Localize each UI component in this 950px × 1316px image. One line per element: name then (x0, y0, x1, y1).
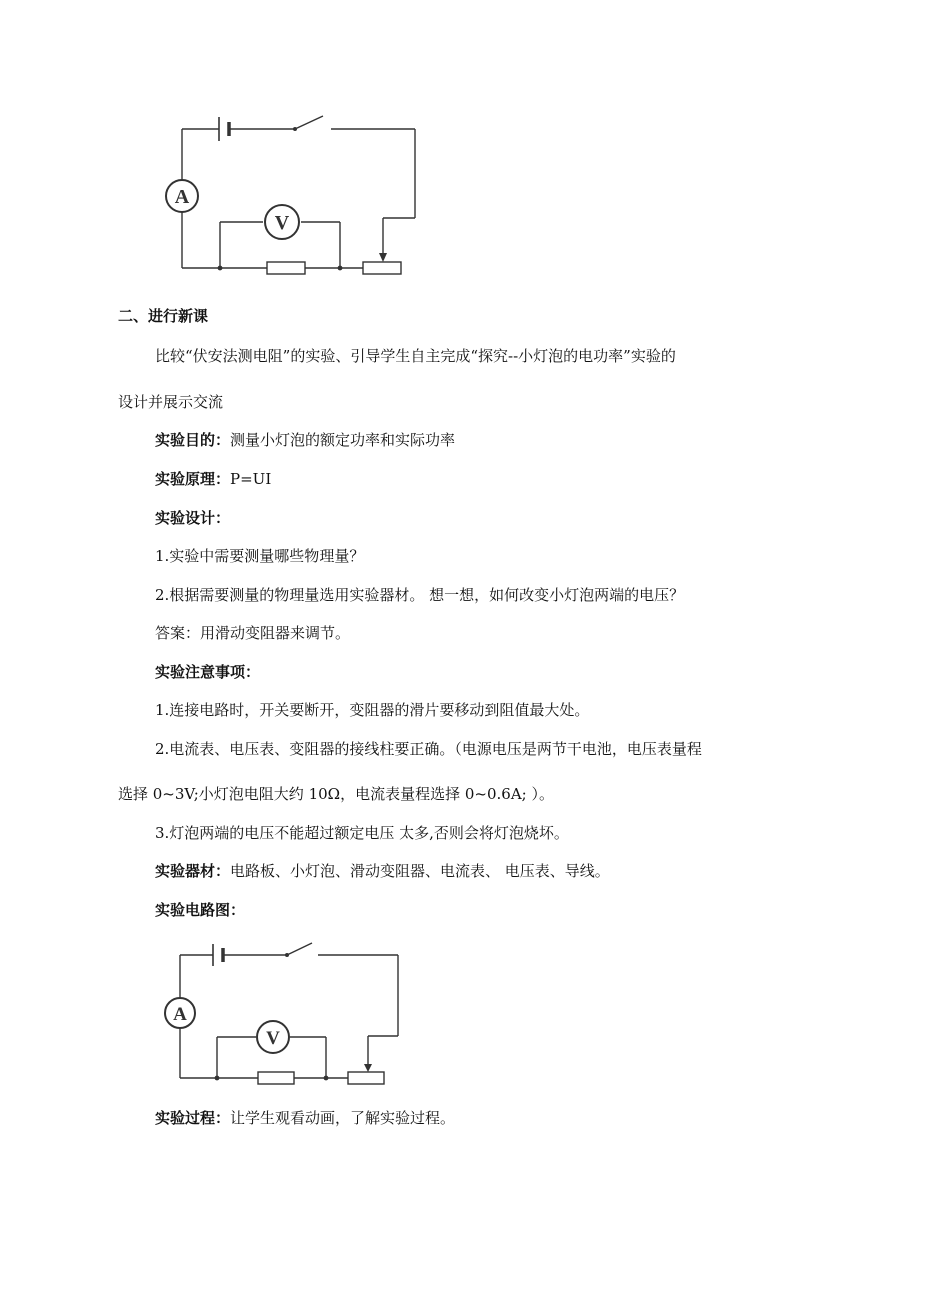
circuit-diagram-bottom-svg (155, 930, 405, 1090)
process-label: 实验过程： (155, 1109, 231, 1127)
purpose-text: 测量小灯泡的额定功率和实际功率 (230, 431, 456, 449)
design-label: 实验设计： (155, 509, 231, 527)
note-2-line-2: 选择 0~3V;小灯泡电阻大约 10Ω，电流表量程选择 0~0.6A; ）。 (118, 785, 554, 803)
equipment-line (155, 860, 610, 882)
circuit-diagram-top (155, 108, 425, 280)
diagram-heading: 实验电路图： (155, 901, 246, 919)
equipment-text: 电路板、小灯泡、滑动变阻器、电流表、 电压表、导线。 (230, 862, 610, 880)
note-1: 1.连接电路时，开关要断开，变阻器的滑片要移动到阻值最大处。 (155, 701, 590, 719)
purpose-line (155, 429, 455, 451)
principle-label: 实验原理： (155, 470, 231, 488)
principle-line (155, 468, 271, 490)
intro-line-2: 设计并展示交流 (118, 393, 224, 411)
voltmeter-label: V (266, 1028, 280, 1049)
ammeter-label: A (173, 1004, 187, 1025)
note-3: 3.灯泡两端的电压不能超过额定电压 太多,否则会将灯泡烧坏。 (155, 824, 569, 842)
voltmeter-label: V (274, 212, 290, 234)
circuit-diagram-bottom (155, 930, 405, 1090)
principle-text: P=UI (230, 470, 272, 488)
intro-line-1: 比较“伏安法测电阻”的实验、引导学生自主完成“探究--小灯泡的电功率”实验的 (155, 347, 676, 365)
section-heading: 二、进行新课 (118, 307, 209, 325)
ammeter-label: A (174, 186, 190, 208)
design-question-2: 2.根据需要测量的物理量选用实验器材。 想一想，如何改变小灯泡两端的电压？ (155, 586, 685, 604)
purpose-label: 实验目的： (155, 431, 231, 449)
notes-label: 实验注意事项： (155, 663, 261, 681)
equipment-label: 实验器材： (155, 862, 231, 880)
design-answer: 答案：用滑动变阻器来调节。 (155, 624, 351, 642)
circuit-diagram-top-svg (155, 108, 425, 280)
design-question-1: 1.实验中需要测量哪些物理量？ (155, 547, 365, 565)
note-2-line-1: 2.电流表、电压表、变阻器的接线柱要正确。（电源电压是两节干电池，电压表量程 (155, 740, 702, 758)
process-line (155, 1107, 455, 1129)
process-text: 让学生观看动画，了解实验过程。 (230, 1109, 456, 1127)
